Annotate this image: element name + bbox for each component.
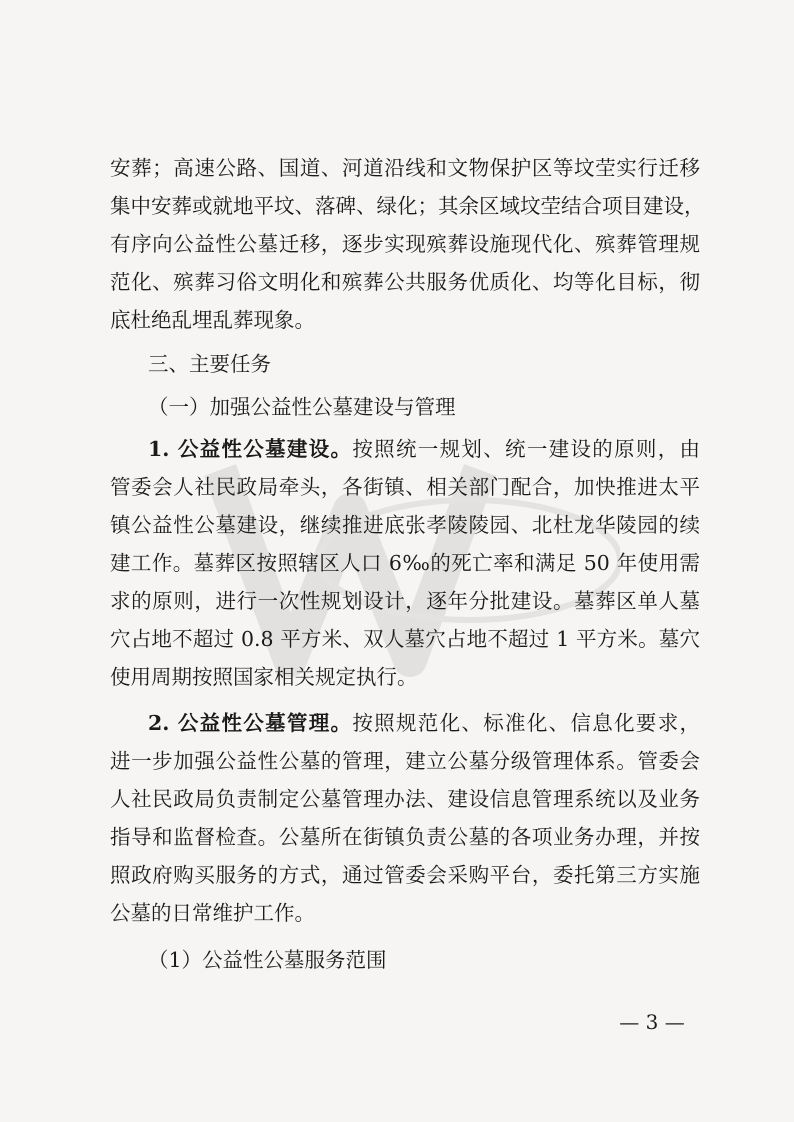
- sub-item-heading: （1）公益性公墓服务范围: [148, 948, 387, 972]
- body-line: 镇公益性公墓建设，继续推进底张孝陵陵园、北杜龙华陵园的续: [110, 513, 700, 537]
- paragraph-2-text: 按照规范化、标准化、信息化要求，: [352, 711, 701, 735]
- body-line: 进一步加强公益性公墓的管理，建立公墓分级管理体系。管委会: [110, 749, 700, 773]
- body-line: 底杜绝乱埋乱葬现象。: [110, 308, 315, 332]
- body-line: 安葬；高速公路、国道、河道沿线和文物保护区等坟茔实行迁移: [110, 156, 700, 180]
- body-line: 照政府购买服务的方式，通过管委会采购平台，委托第三方实施: [110, 863, 700, 887]
- body-line: 公墓的日常维护工作。: [110, 901, 315, 925]
- body-line: 穴占地不超过 0.8 平方米、双人墓穴占地不超过 1 平方米。墓穴: [110, 627, 700, 651]
- section-heading: 三、主要任务: [148, 352, 271, 376]
- paragraph-2-first-line: [148, 711, 700, 735]
- body-line: 建工作。墓葬区按照辖区人口 6‰的死亡率和满足 50 年使用需: [110, 551, 700, 575]
- paragraph-1-title: 1. 公益性公墓建设。: [148, 437, 353, 461]
- body-line: 有序向公益性公墓迁移，逐步实现殡葬设施现代化、殡葬管理规: [110, 232, 700, 256]
- page-number: — 3 —: [619, 1010, 685, 1034]
- paragraph-2-title: 2. 公益性公墓管理。: [148, 711, 353, 735]
- paragraph-1-first-line: [148, 437, 700, 461]
- body-line: 指导和监督检查。公墓所在街镇负责公墓的各项业务办理，并按: [110, 825, 700, 849]
- body-line: 人社民政局负责制定公墓管理办法、建设信息管理系统以及业务: [110, 787, 700, 811]
- body-line: 使用周期按照国家相关规定执行。: [110, 665, 418, 689]
- body-line: 求的原则，进行一次性规划设计，逐年分批建设。墓葬区单人墓: [110, 589, 700, 613]
- body-line: 集中安葬或就地平坟、落碑、绿化；其余区域坟茔结合项目建设，: [110, 194, 705, 218]
- body-line: 范化、殡葬习俗文明化和殡葬公共服务优质化、均等化目标，彻: [110, 270, 700, 294]
- paragraph-1-text: 按照统一规划、统一建设的原则，由: [352, 437, 701, 461]
- subsection-heading: （一）加强公益性公墓建设与管理: [148, 395, 456, 419]
- body-line: 管委会人社民政局牵头，各街镇、相关部门配合，加快推进太平: [110, 475, 700, 499]
